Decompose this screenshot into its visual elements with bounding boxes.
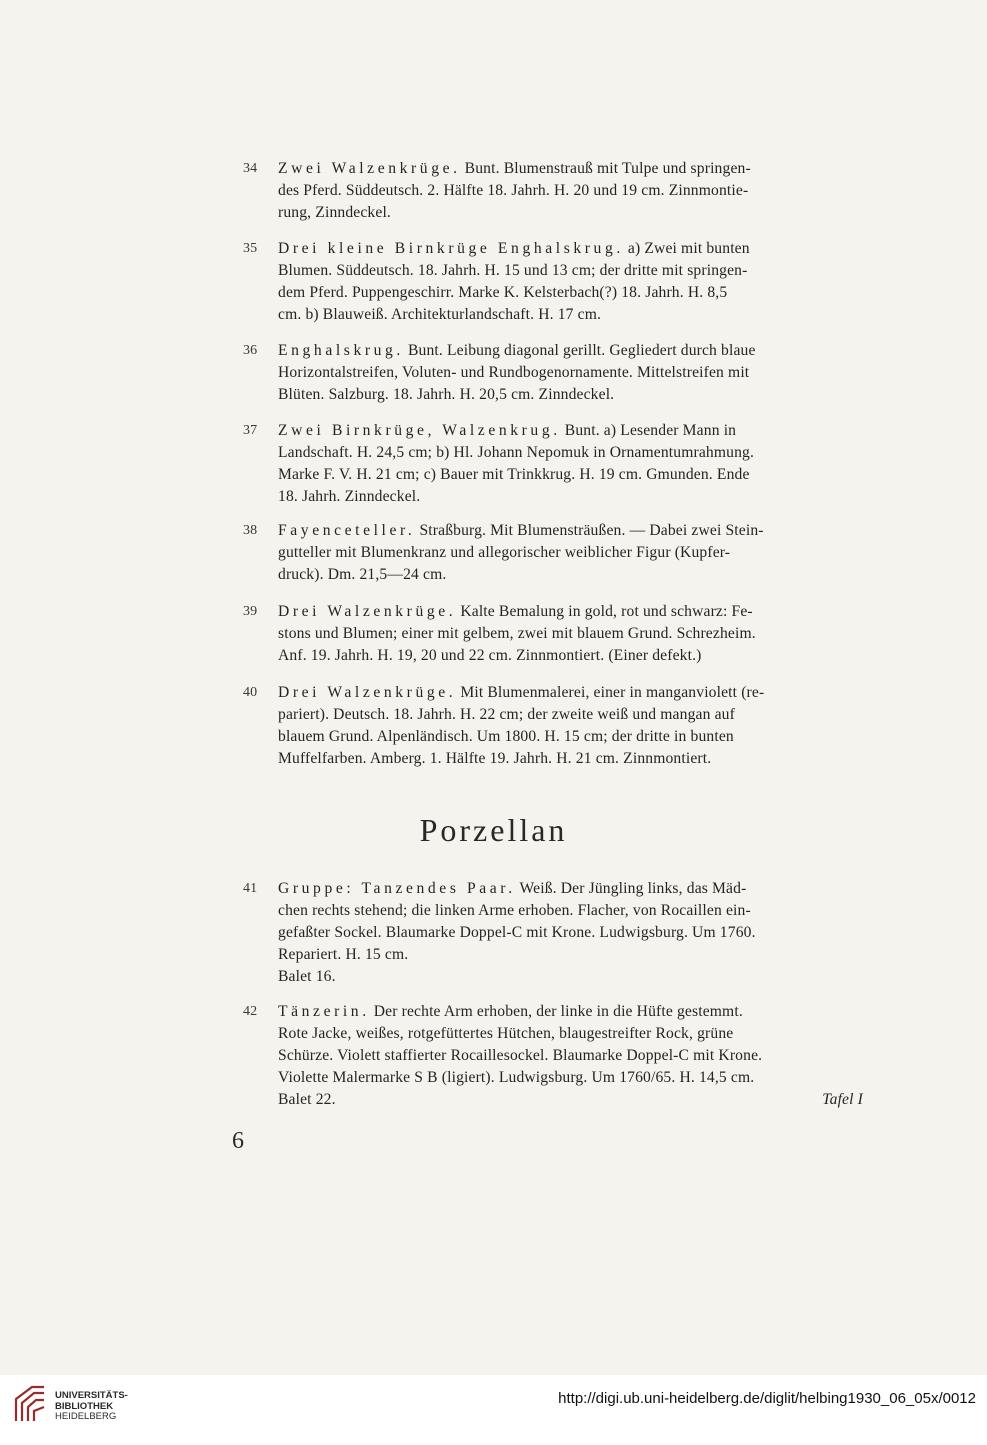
- entry-line: Der rechte Arm erhoben, der linke in die Hüfte gestemmt.: [369, 1003, 743, 1020]
- entry-line: Straßburg. Mit Blumensträußen. — Dabei zwei Stein-: [415, 522, 764, 539]
- entry-line: blauem Grund. Alpenländisch. Um 1800. H. 15 cm; der dritte in bunten: [278, 728, 734, 745]
- section-title: Porzellan: [419, 812, 568, 848]
- entry-line: Anf. 19. Jahrh. H. 19, 20 und 22 cm. Zinnmontiert. (Einer defekt.): [278, 647, 702, 664]
- entry-heading: Drei kleine Birnkrüge Enghalskrug.: [278, 240, 624, 257]
- entry-line: 18. Jahrh. Zinndeckel.: [278, 488, 421, 505]
- entry-number: 37: [243, 423, 258, 438]
- entry-line: Violette Malermarke S B (ligiert). Ludwigsburg. Um 1760/65. H. 14,5 cm.: [278, 1069, 755, 1086]
- entry-text: [278, 601, 863, 667]
- entry-heading: Zwei Walzenkrüge.: [278, 160, 461, 177]
- entry-text: [278, 682, 863, 770]
- entry-number: 38: [243, 523, 258, 538]
- entry-line: Schürze. Violett staffierter Rocaillesockel. Blaumarke Doppel-C mit Krone.: [278, 1047, 763, 1064]
- library-name: [55, 1391, 128, 1423]
- entry-number: 39: [243, 604, 258, 619]
- entry-line: cm. b) Blauweiß. Architekturlandschaft. H. 17 cm.: [278, 306, 602, 323]
- entry-heading: Enghalskrug.: [278, 342, 404, 359]
- entry-line: stons und Blumen; einer mit gelbem, zwei mit blauem Grund. Schrezheim.: [278, 625, 756, 642]
- entry-heading: Fayenceteller.: [278, 522, 416, 539]
- entry-number: 40: [243, 685, 258, 700]
- catalog-entry-34: [243, 158, 863, 224]
- entry-line: pariert). Deutsch. 18. Jahrh. H. 22 cm; der zweite weiß und mangan auf: [278, 706, 735, 723]
- entry-text: [278, 340, 863, 406]
- entry-line: Muffelfarben. Amberg. 1. Hälfte 19. Jahrh. H. 21 cm. Zinnmontiert.: [278, 750, 712, 767]
- entry-heading: Tänzerin.: [278, 1003, 370, 1020]
- library-name-line: UNIVERSITÄTS-: [55, 1390, 128, 1401]
- entry-line: Landschaft. H. 24,5 cm; b) Hl. Johann Nepomuk in Ornamentumrahmung.: [278, 444, 755, 461]
- entry-heading: Zwei Birnkrüge, Walzenkrug.: [278, 422, 561, 439]
- entry-line: des Pferd. Süddeutsch. 2. Hälfte 18. Jahrh. H. 20 und 19 cm. Zinnmontie-: [278, 182, 749, 199]
- entry-line: rung, Zinndeckel.: [278, 204, 391, 221]
- catalog-entry-41: [243, 878, 863, 988]
- entry-number: 41: [243, 881, 258, 896]
- entry-line: Kalte Bemalung in gold, rot und schwarz: Fe-: [456, 603, 753, 620]
- page-number: 6: [232, 1128, 244, 1154]
- entry-line: Mit Blumenmalerei, einer in manganviolett (re-: [456, 684, 765, 701]
- entry-text: [278, 420, 863, 508]
- entry-text: [278, 158, 863, 224]
- entry-line: gefaßter Sockel. Blaumarke Doppel-C mit Krone. Ludwigsburg. Um 1760.: [278, 924, 756, 941]
- entry-line: gutteller mit Blumenkranz und allegorischer weiblicher Figur (Kupfer-: [278, 544, 731, 561]
- entry-balet-row: [278, 1089, 863, 1111]
- catalog-entry-37: [243, 420, 863, 508]
- library-name-line: BIBLIOTHEK: [55, 1400, 114, 1412]
- entry-line: Blüten. Salzburg. 18. Jahrh. H. 20,5 cm. Zinndeckel.: [278, 386, 615, 403]
- source-url-link[interactable]: http://digi.ub.uni-heidelberg.de/diglit/helbing1930_06_05x/0012: [558, 1390, 976, 1407]
- entry-heading: Gruppe: Tanzendes Paar.: [278, 880, 516, 897]
- entry-number: 36: [243, 343, 258, 358]
- entry-line: a) Zwei mit bunten: [623, 240, 750, 257]
- entry-text: [278, 520, 863, 586]
- entry-balet: Balet 16.: [278, 968, 336, 985]
- entry-line: druck). Dm. 21,5—24 cm.: [278, 566, 447, 583]
- entry-heading: Drei Walzenkrüge.: [278, 684, 457, 701]
- entry-number: 35: [243, 241, 258, 256]
- entry-text: [278, 1001, 863, 1111]
- entry-line: Bunt. Blumenstrauß mit Tulpe und springen-: [460, 160, 751, 177]
- entry-line: Rote Jacke, weißes, rotgefüttertes Hütchen, blaugestreifter Rock, grüne: [278, 1025, 734, 1042]
- entry-line: Bunt. Leibung diagonal gerillt. Gegliedert durch blaue: [403, 342, 756, 359]
- catalog-entry-42: [243, 1001, 863, 1111]
- entry-text: [278, 878, 863, 988]
- catalog-entry-35: [243, 238, 863, 326]
- entry-text: [278, 238, 863, 326]
- entry-line: Bunt. a) Lesender Mann in: [560, 422, 737, 439]
- library-logo-icon: [12, 1385, 48, 1425]
- catalog-entry-40: [243, 682, 863, 770]
- entry-line: Blumen. Süddeutsch. 18. Jahrh. H. 15 und 13 cm; der dritte mit springen-: [278, 262, 748, 279]
- catalog-entry-39: [243, 601, 863, 667]
- entry-line: dem Pferd. Puppengeschirr. Marke K. Kelsterbach(?) 18. Jahrh. H. 8,5: [278, 284, 728, 301]
- entry-line: Weiß. Der Jüngling links, das Mäd-: [515, 880, 747, 897]
- entry-number: 34: [243, 161, 258, 176]
- entry-line: Marke F. V. H. 21 cm; c) Bauer mit Trinkkrug. H. 19 cm. Gmunden. Ende: [278, 466, 750, 483]
- entry-heading: Drei Walzenkrüge.: [278, 603, 457, 620]
- entry-number: 42: [243, 1004, 258, 1019]
- plate-reference: Tafel I: [822, 1091, 863, 1108]
- catalog-entry-38: [243, 520, 863, 586]
- entry-line: chen rechts stehend; die linken Arme erhoben. Flacher, von Rocaillen ein-: [278, 902, 751, 919]
- library-name-line: HEIDELBERG: [55, 1411, 117, 1422]
- entry-line: Repariert. H. 15 cm.: [278, 946, 409, 963]
- entry-line: Horizontalstreifen, Voluten- und Rundbogenornamente. Mittelstreifen mit: [278, 364, 750, 381]
- catalog-entry-36: [243, 340, 863, 406]
- entry-balet: Balet 22.: [278, 1091, 336, 1108]
- footer-bar: [0, 1375, 987, 1445]
